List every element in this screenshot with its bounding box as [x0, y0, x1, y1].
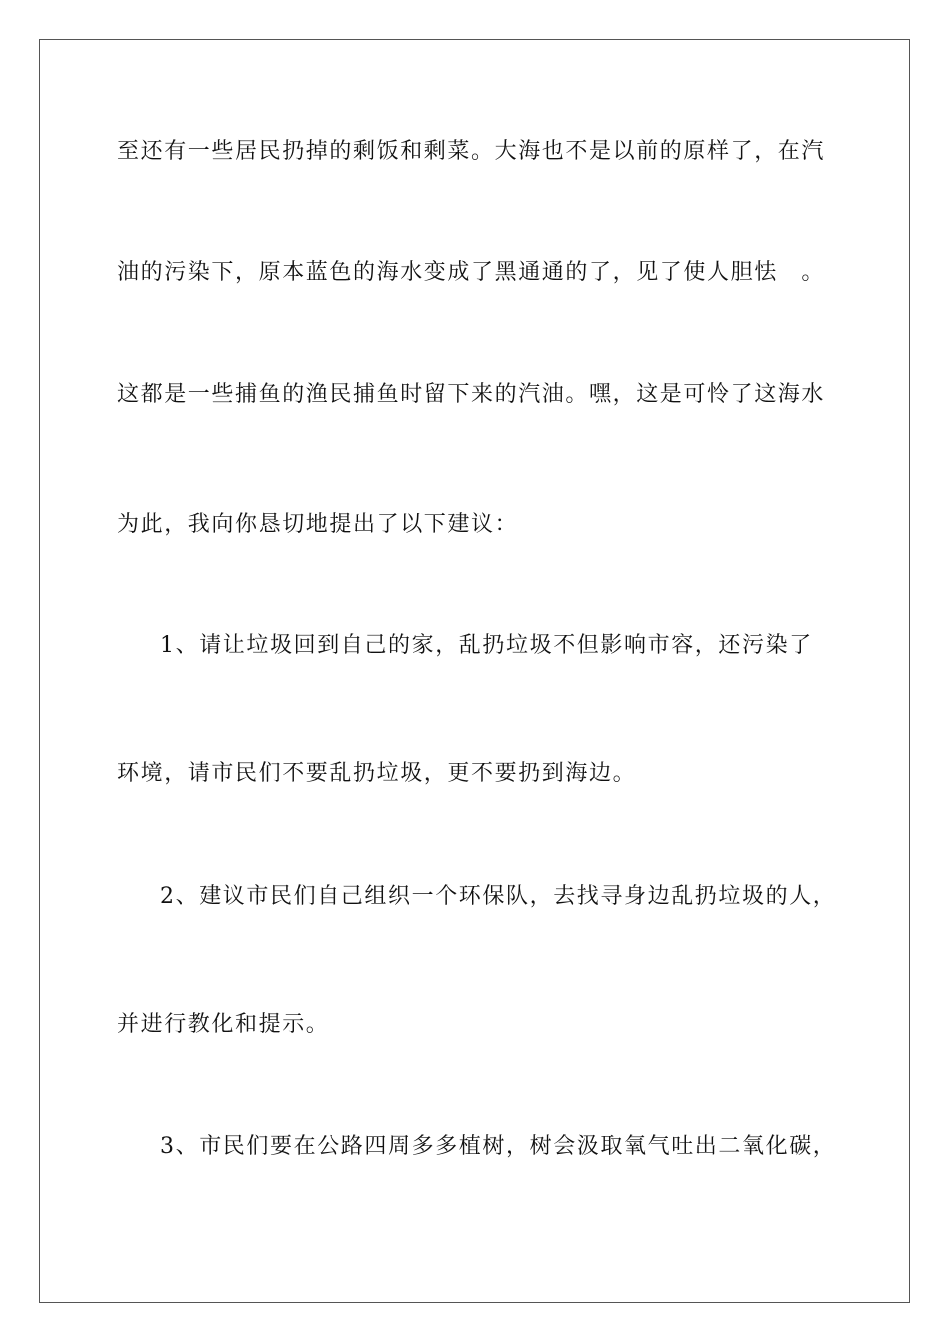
list-item-2-line-2: 并进行教化和提示。: [117, 1012, 330, 1037]
text-line-1: 至还有一些居民扔掉的剩饭和剩菜。大海也不是以前的原样了，在汽: [117, 139, 826, 164]
list-item-1-line-1: 1、请让垃圾回到自己的家，乱扔垃圾不但影响市容，还污染了: [160, 633, 813, 658]
text-line-3: 这都是一些捕鱼的渔民捕鱼时留下来的汽油。嘿，这是可怜了这海水: [117, 382, 826, 407]
text-line-4: 为此，我向你恳切地提出了以下建议：: [117, 512, 519, 537]
text-line-2: 油的污染下，原本蓝色的海水变成了黑通通的了，见了使人胆怯 。: [117, 260, 826, 285]
page-border: [39, 39, 910, 1303]
list-item-3-line-1: 3、市民们要在公路四周多多植树，树会汲取氧气吐出二氧化碳，: [160, 1134, 837, 1159]
list-item-2-line-1: 2、建议市民们自己组织一个环保队，去找寻身边乱扔垃圾的人，: [160, 884, 837, 909]
list-item-1-line-2: 环境，请市民们不要乱扔垃圾，更不要扔到海边。: [117, 761, 637, 786]
